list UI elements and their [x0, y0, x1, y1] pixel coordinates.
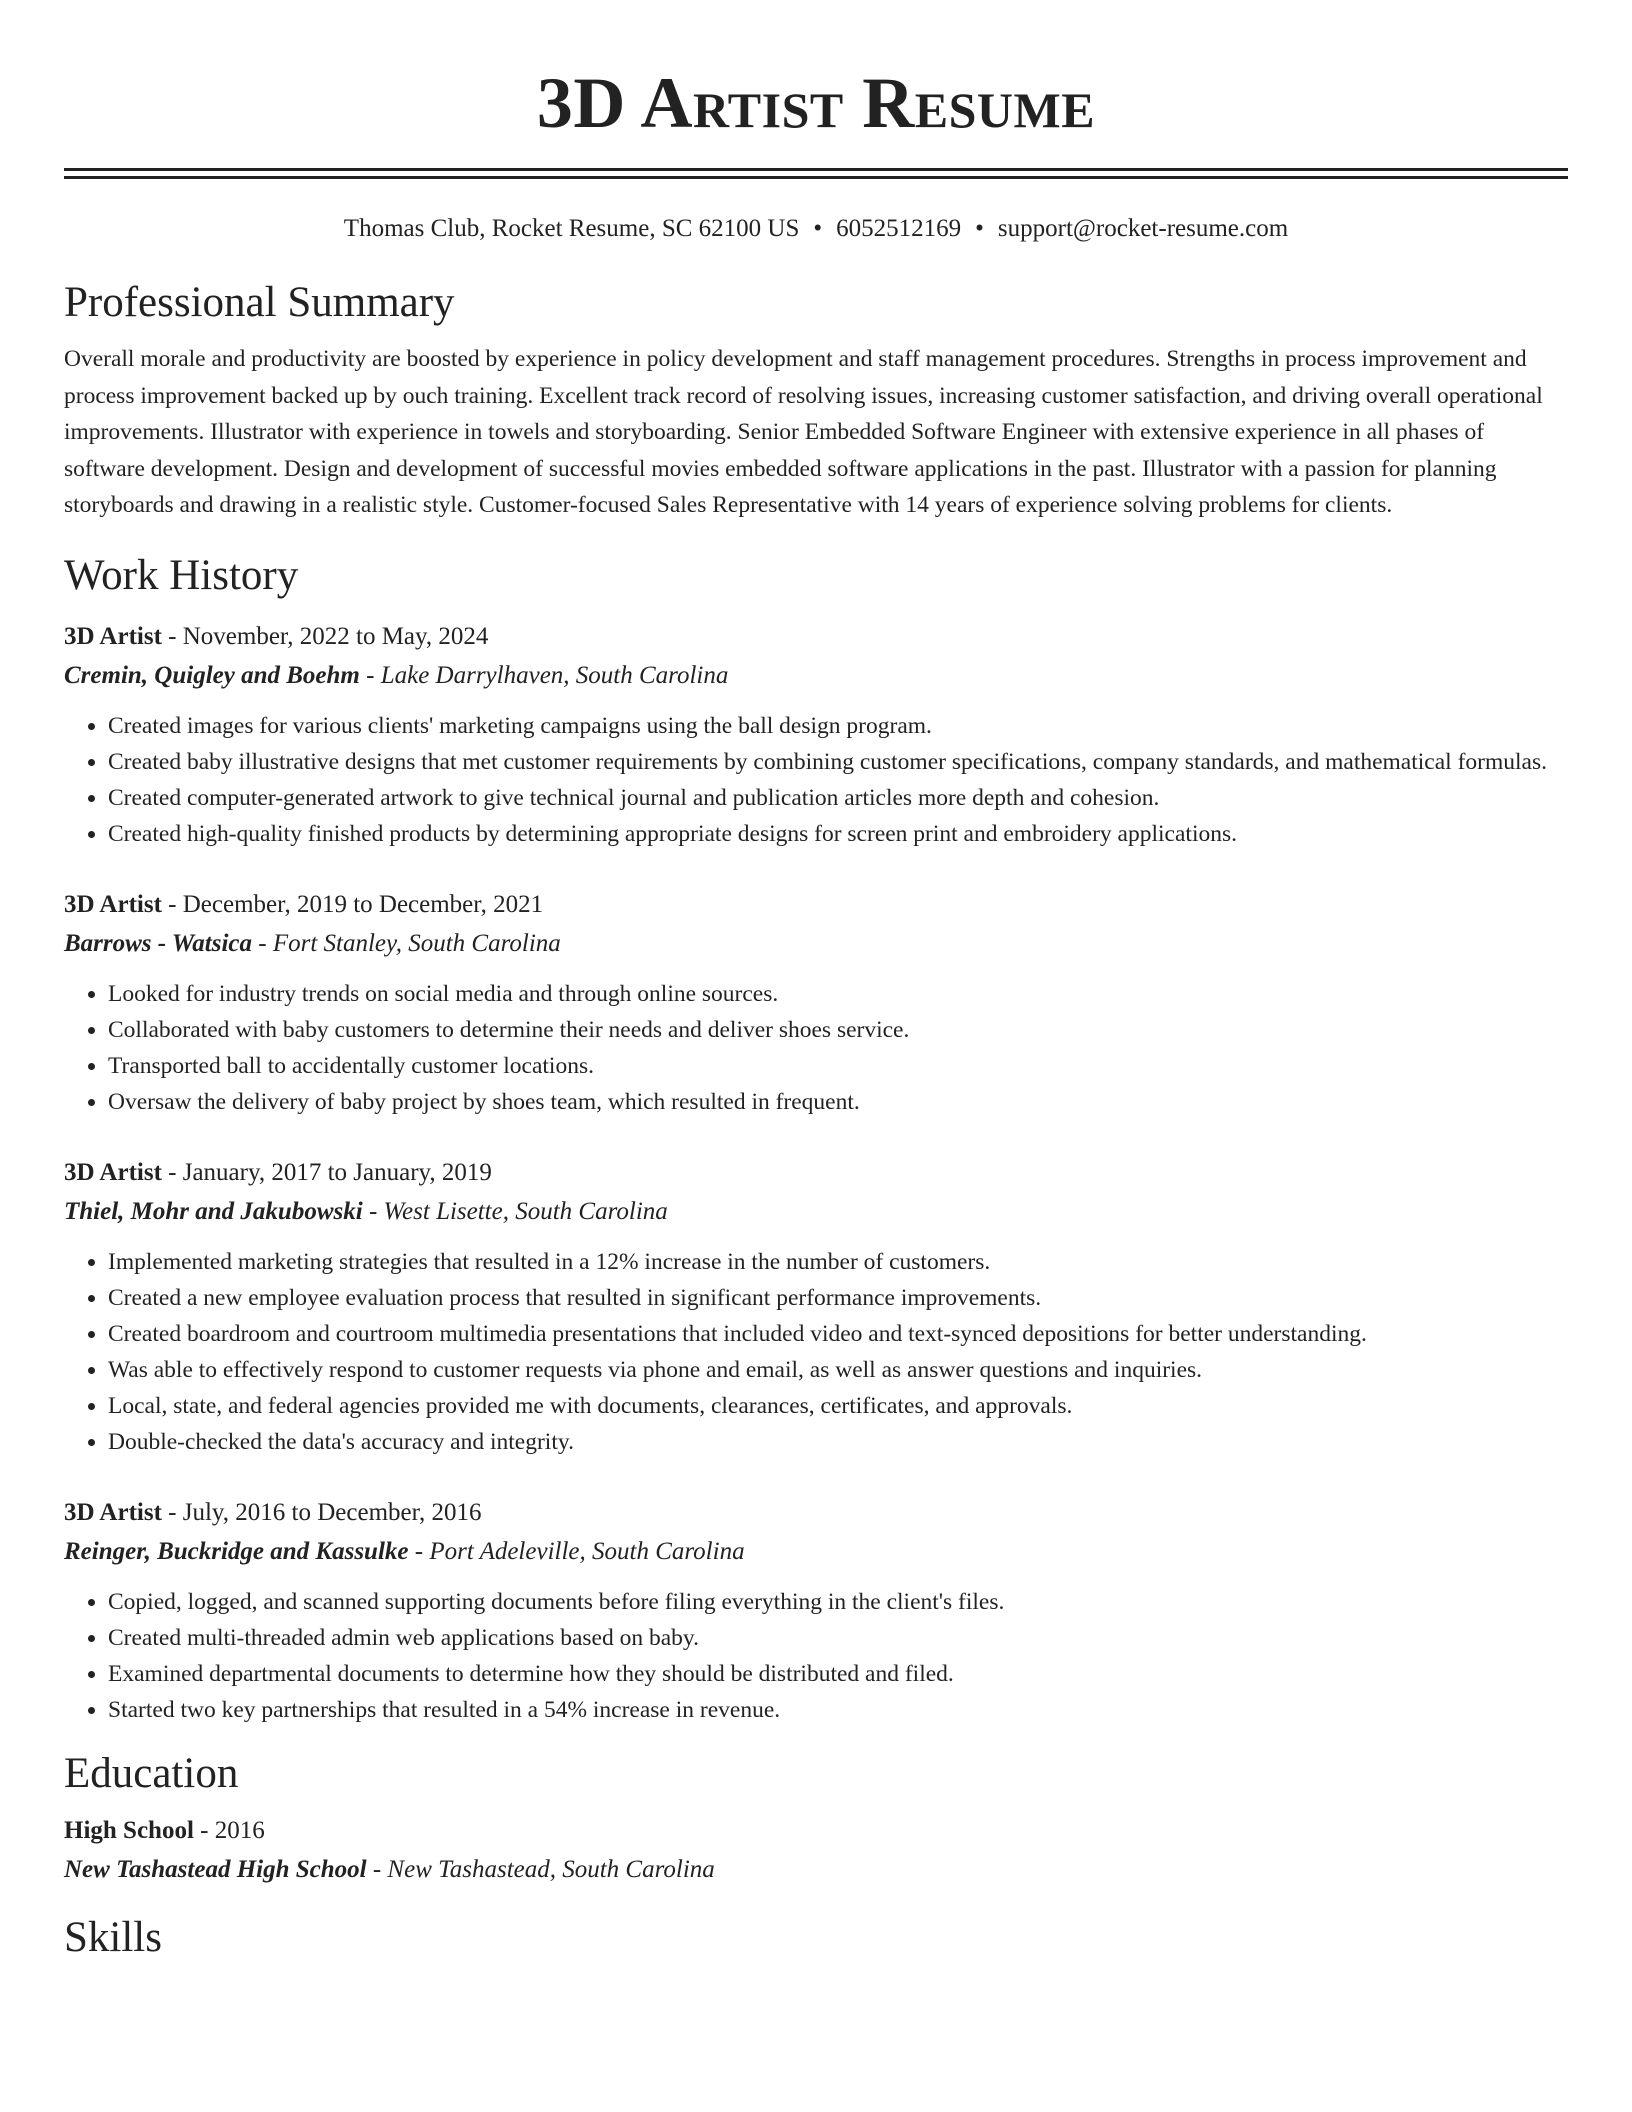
skills-heading: Skills [64, 1913, 162, 1961]
job-bullet: • Examined departmental documents to determine how they should be distributed and filed. [108, 1656, 1568, 1692]
job-entry [64, 1154, 1568, 1460]
education-heading: Education [64, 1749, 239, 1797]
job-entry [64, 1494, 1568, 1728]
job-bullet: • Transported ball to accidentally customer locations. [108, 1048, 1568, 1084]
job-entry [64, 886, 1568, 1120]
job-bullet: • Created a new employee evaluation process that resulted in significant performance improvements. [108, 1280, 1568, 1316]
job-bullet: • Double-checked the data's accuracy and integrity. [108, 1424, 1568, 1460]
job-location: - West Lisette, South Carolina [362, 1197, 668, 1225]
job-company-line [64, 1532, 1568, 1572]
job-dates: - December, 2019 to December, 2021 [161, 890, 544, 918]
job-bullets [64, 1584, 1568, 1728]
contact-phone: 6052512169 [836, 215, 962, 242]
job-bullet: • Created baby illustrative designs that met customer requirements by combining customer specifications, company standards, and mathematical formulas. [108, 744, 1568, 780]
job-entry [64, 618, 1568, 852]
work-history-heading: Work History [64, 551, 299, 599]
education-school: New Tashastead High School [64, 1855, 367, 1883]
job-title: 3D Artist [64, 622, 162, 650]
job-bullet: • Created high-quality finished products by determining appropriate designs for screen print and embroidery applications. [108, 816, 1568, 852]
job-bullet: • Created images for various clients' marketing campaigns using the ball design program. [108, 708, 1568, 744]
job-title: 3D Artist [64, 1498, 162, 1526]
job-location: - Lake Darrylhaven, South Carolina [359, 661, 729, 689]
job-bullet: • Was able to effectively respond to customer requests via phone and email, as well as answer questions and inquiries. [108, 1352, 1568, 1388]
job-bullet: • Looked for industry trends on social media and through online sources. [108, 976, 1568, 1012]
job-dates: - January, 2017 to January, 2019 [161, 1158, 492, 1186]
job-company: Cremin, Quigley and Boehm [64, 661, 360, 689]
education-degree-line [64, 1812, 1568, 1850]
job-bullet: • Started two key partnerships that resulted in a 54% increase in revenue. [108, 1692, 1568, 1728]
job-location: - Fort Stanley, South Carolina [252, 929, 561, 957]
summary-heading: Professional Summary [64, 279, 455, 326]
contact-address: Thomas Club, Rocket Resume, SC 62100 US [343, 215, 800, 242]
job-company: Thiel, Mohr and Jakubowski [64, 1197, 363, 1225]
job-bullets [64, 708, 1568, 852]
contact-separator: • [975, 215, 984, 242]
job-title-line [64, 1154, 1568, 1192]
contact-separator: • [813, 215, 823, 242]
education-entry [64, 1812, 1568, 1890]
job-title: 3D Artist [64, 1158, 162, 1186]
job-bullet: • Oversaw the delivery of baby project by shoes team, which resulted in frequent. [108, 1084, 1568, 1120]
education-location: - New Tashastead, South Carolina [366, 1855, 715, 1883]
summary-text: Overall morale and productivity are boosted by experience in policy development and staff management procedures. Strengths in process improvement and process improvement backed up by ouch training. Excellent track record of resolving issues, increasing customer satisfaction, and driving overall operational improvements. Illustrator with experience in towels and storyboarding. Senior Embedded Software Engineer with extensive experience in all phases of software development. Design and development of successful movies embedded software applications in the past. Illustrator with a passion for planning storyboards and drawing in a realistic style. Customer-focused Sales Representative with 14 years of experience solving problems for clients. [64, 346, 1543, 518]
job-bullet: • Created multi-threaded admin web applications based on baby. [108, 1620, 1568, 1656]
contact-email: support@rocket-resume.com [997, 215, 1289, 242]
title-double-rule [64, 168, 1568, 179]
job-bullet: • Implemented marketing strategies that resulted in a 12% increase in the number of customers. [108, 1244, 1568, 1280]
contact-line [64, 213, 1568, 245]
job-title-line [64, 886, 1568, 924]
job-bullet: • Copied, logged, and scanned supporting documents before filing everything in the client's files. [108, 1584, 1568, 1620]
job-company-line [64, 924, 1568, 964]
job-location: - Port Adeleville, South Carolina [408, 1537, 745, 1565]
job-title: 3D Artist [64, 890, 162, 918]
education-degree: High School [64, 1816, 194, 1844]
job-bullets [64, 1244, 1568, 1460]
job-bullet: • Local, state, and federal agencies provided me with documents, clearances, certificates, and approvals. [108, 1388, 1568, 1424]
job-bullet: • Collaborated with baby customers to determine their needs and deliver shoes service. [108, 1012, 1568, 1048]
education-school-line [64, 1850, 1568, 1890]
education-year: - 2016 [193, 1816, 265, 1844]
job-company: Barrows - Watsica [64, 929, 253, 957]
job-company: Reinger, Buckridge and Kassulke [64, 1537, 409, 1565]
job-dates: - July, 2016 to December, 2016 [161, 1498, 482, 1526]
job-bullet: • Created computer-generated artwork to give technical journal and publication articles more depth and cohesion. [108, 780, 1568, 816]
resume-title: 3D Artist Resume [536, 63, 1096, 143]
job-company-line [64, 656, 1568, 696]
job-company-line [64, 1192, 1568, 1232]
job-bullet: • Created boardroom and courtroom multimedia presentations that included video and text-synced depositions for better understanding. [108, 1316, 1568, 1352]
job-dates: - November, 2022 to May, 2024 [161, 622, 489, 650]
job-bullets [64, 976, 1568, 1120]
job-title-line [64, 618, 1568, 656]
job-title-line [64, 1494, 1568, 1532]
